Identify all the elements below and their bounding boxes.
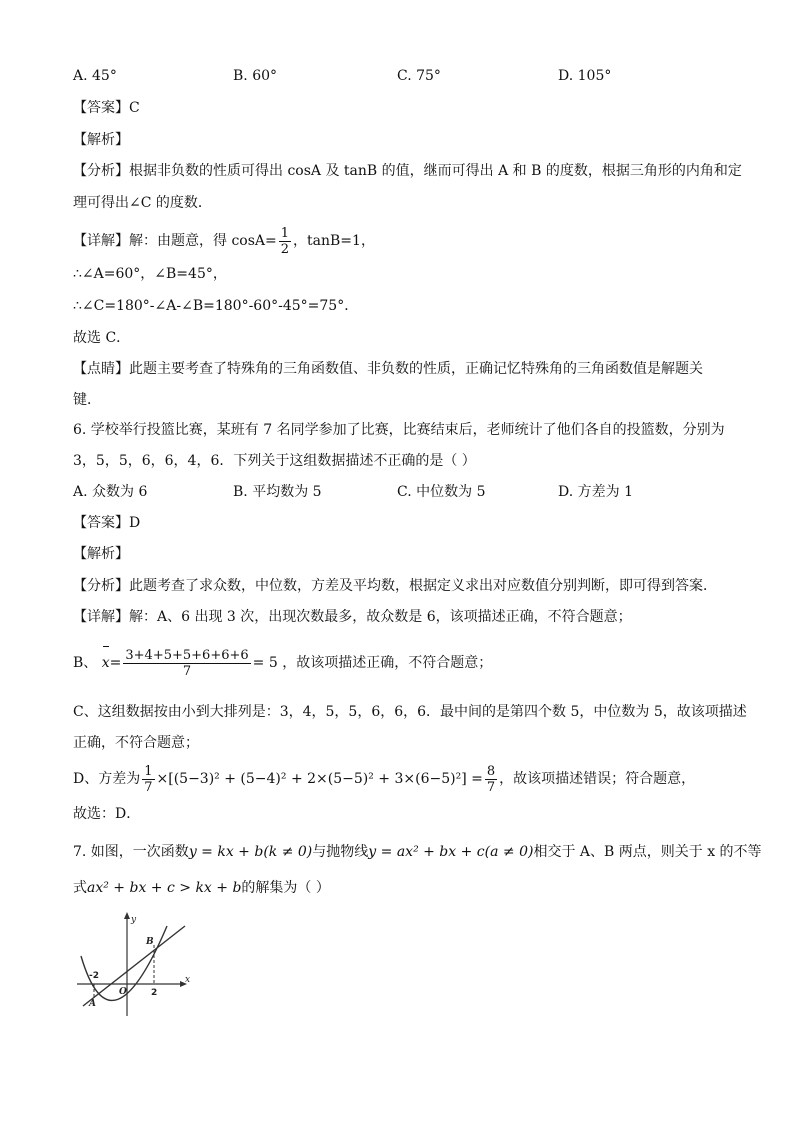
q5-detail — [73, 224, 375, 258]
q6-d-prefix: D、方差为 — [73, 771, 141, 787]
q5-option-c: C. 75° — [397, 68, 441, 84]
q6-choose: 故选：D． — [73, 806, 141, 822]
q5-detail-prefix: 【详解】解：由题意，得 cosA= — [73, 233, 277, 249]
q7-stem-1a: 7. 如图，一次函数 — [73, 844, 189, 860]
q6-mean-symbol: x — [102, 645, 110, 681]
q5-option-a: A. 45° — [73, 68, 117, 84]
q6-analysis-title: 【解析】 — [73, 546, 129, 562]
q5-answer: 【答案】C — [73, 100, 140, 116]
label-2: 2 — [151, 988, 158, 998]
q6-detail-a: 【详解】解：A、6 出现 3 次，出现次数最多，故众数是 6，该项描述正确，不符合题意； — [73, 609, 632, 625]
q7-stem-line1 — [73, 842, 762, 862]
q5-detail-suffix: ，tanB=1， — [293, 233, 375, 249]
q6-b-suffix: = 5 ，故该项描述正确，不符合题意； — [252, 655, 493, 671]
q7-stem-line2 — [73, 878, 330, 898]
q7-stem-2a: 式 — [73, 880, 87, 896]
q6-d-result-fraction — [485, 764, 497, 795]
q6-stem-line1: 6. 学校举行投篮比赛，某班有 7 名同学参加了比赛，比赛结束后，老师统计了他们各自的投篮数，分别为 — [73, 422, 725, 438]
q5-comment-line1: 【点睛】此题主要考查了特殊角的三角函数值、非负数的性质，正确记忆特殊角的三角函数值是解题关 — [73, 361, 703, 377]
q6-detail-d — [73, 760, 695, 798]
linear-line — [83, 926, 185, 1006]
q7-figure — [75, 908, 195, 1020]
q6-detail-b — [73, 645, 492, 681]
q5-analysis-line1: 【分析】根据非负数的性质可得出 cosA 及 tanB 的值，继而可得出 A 和 B 的度数，根据三角形的内角和定 — [73, 163, 742, 179]
q6-mean-den: 7 — [182, 663, 192, 679]
q6-d-fraction — [142, 764, 154, 795]
q6-detail-c-line1: C、这组数据按由小到大排列是：3，4，5，5，6，6，6．最中间的是第四个数 5，中位数为 5，故该项描述 — [73, 704, 747, 720]
q6-d-res-den: 7 — [486, 779, 496, 795]
q5-half-fraction — [279, 226, 291, 257]
q5-angles-line: ∴∠A=60°，∠B=45°， — [73, 266, 227, 282]
y-axis-arrow — [124, 912, 130, 919]
q7-parabola: y = ax² + bx + c(a ≠ 0) — [368, 844, 534, 860]
q6-d-expr: ×[(5−3)² + (5−4)² + 2×(5−5)² + 3×(6−5)²] = — [156, 771, 483, 787]
label-x: x — [185, 975, 191, 985]
q5-half-num: 1 — [280, 225, 290, 241]
q6-mean-fraction — [123, 648, 250, 679]
q6-answer: 【答案】D — [73, 515, 141, 531]
label-neg2: -2 — [89, 971, 99, 981]
label-a: A — [89, 999, 96, 1009]
label-o: O — [119, 987, 127, 997]
q6-d-frac-num: 1 — [144, 763, 153, 779]
q6-option-a: A. 众数为 6 — [73, 484, 148, 500]
q7-linear-func: y = kx + b(k ≠ 0) — [188, 844, 313, 860]
q6-option-d: D. 方差为 1 — [558, 484, 633, 500]
label-y: y — [131, 915, 137, 925]
q6-option-c: C. 中位数为 5 — [397, 484, 486, 500]
q5-comment-line2: 键． — [73, 392, 101, 408]
q5-half-den: 2 — [280, 241, 290, 257]
q6-d-suffix: ，故该项描述错误；符合题意， — [499, 771, 696, 787]
q6-mean-num: 3+4+5+5+6+6+6 — [125, 647, 249, 663]
q5-analysis-title: 【解析】 — [73, 132, 129, 148]
q6-stem-line2: 3，5，5，6，6，4，6．下列关于这组数据描述不正确的是（ ） — [73, 453, 476, 469]
q5-option-d: D. 105° — [558, 68, 612, 84]
q7-stem-2b: 的解集为（ ） — [241, 880, 330, 896]
q7-stem-1b: 与抛物线 — [312, 844, 369, 860]
q6-b-eq: = — [109, 655, 122, 671]
q6-d-res-num: 8 — [486, 763, 496, 779]
q6-detail-c-line2: 正确，不符合题意； — [73, 735, 199, 751]
q6-d-frac-den: 7 — [144, 779, 153, 795]
q5-angle-c-line: ∴∠C=180°-∠A-∠B=180°-60°-45°=75°． — [73, 298, 359, 314]
q5-choose: 故选 C． — [73, 330, 131, 346]
label-b: B — [146, 937, 154, 947]
q6-analysis: 【分析】此题考查了求众数，中位数，方差及平均数，根据定义求出对应数值分别判断，即可得到答案． — [73, 578, 717, 594]
q5-analysis-line2: 理可得出∠C 的度数． — [73, 195, 212, 211]
q6-b-prefix: B、 — [73, 655, 98, 671]
q5-option-b: B. 60° — [233, 68, 278, 84]
q7-inequality: ax² + bx + c > kx + b — [87, 880, 242, 896]
q6-option-b: B. 平均数为 5 — [233, 484, 322, 500]
q7-stem-1c: 相交于 A、B 两点，则关于 x 的不等 — [533, 844, 762, 860]
